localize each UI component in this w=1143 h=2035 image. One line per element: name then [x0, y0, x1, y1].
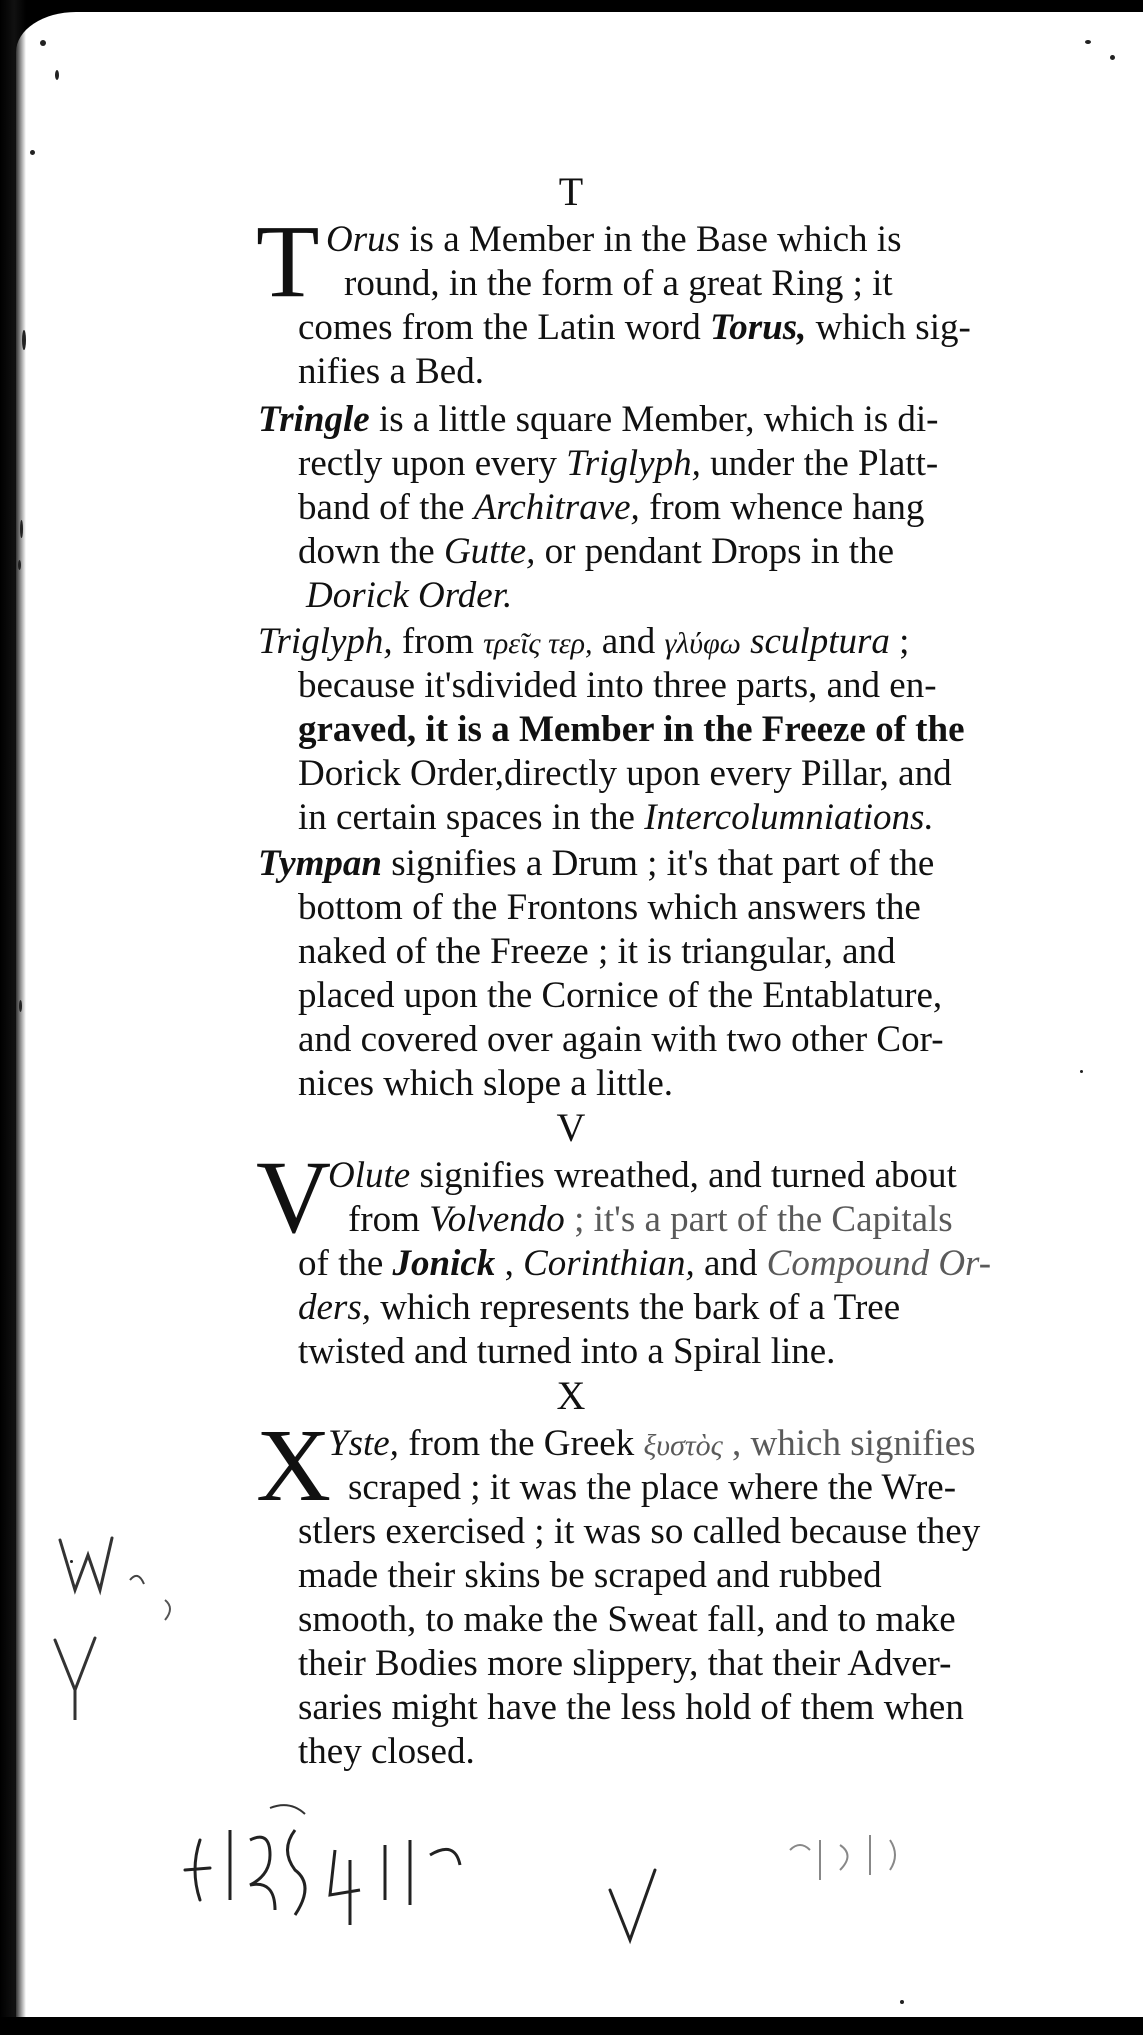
volute-line-2: from Volvendo ; it's a part of the Capitals [348, 1199, 953, 1240]
xyste-line-1: Yste, from the Greek ξυστὸς , which signifies [328, 1423, 976, 1464]
volute-line-5: twisted and turned into a Spiral line. [298, 1331, 836, 1372]
triglyph-line-2: because it'sdivided into three parts, and en- [298, 665, 937, 706]
tringle-line-5: Dorick Order. [306, 575, 513, 616]
tringle-line-2: rectly upon every Triglyph, under the Platt- [298, 443, 939, 484]
xyste-line-2: scraped ; it was the place where the Wre- [348, 1467, 957, 1508]
triglyph-line-5: in certain spaces in the Intercolumniations. [298, 797, 934, 838]
tympan-line-3: naked of the Freeze ; it is triangular, and [298, 931, 896, 972]
triglyph-headword: Triglyph, [258, 621, 393, 662]
tympan-headword: Tympan [258, 843, 383, 884]
triglyph-line-4: Dorick Order,directly upon every Pillar, and [298, 753, 952, 794]
xyste-line-6: their Bodies more slippery, that their Adver- [298, 1643, 952, 1684]
torus-line-2: round, in the form of a great Ring ; it [344, 263, 893, 304]
greek-word-glypho: γλύφω [664, 627, 741, 660]
xyste-line-3: stlers exercised ; it was so called because they [298, 1511, 981, 1552]
tringle-line-4: down the Gutte, or pendant Drops in the [298, 531, 895, 572]
torus-line-4: nifies a Bed. [298, 351, 484, 392]
dropcap-t: T [256, 204, 320, 319]
section-letter-x: X [556, 1373, 587, 1418]
tympan-line-2: bottom of the Frontons which answers the [298, 887, 921, 928]
tympan-line-6: nices which slope a little. [298, 1063, 674, 1104]
triglyph-line-3: graved, it is a Member in the Freeze of the [298, 709, 965, 750]
handwritten-mark-left [40, 1520, 240, 1720]
xyste-headword: Yste, [328, 1423, 399, 1464]
dropcap-x: X [256, 1408, 332, 1523]
triglyph-line-1: Triglyph, from τρεῖς τερ, and γλύφω sculptura ; [258, 621, 910, 662]
binding-shadow [0, 0, 26, 2035]
handwritten-catalogue-number [170, 1800, 510, 1940]
volute-line-3: of the Jonick , Corinthian, and Compound Or- [298, 1243, 992, 1284]
section-letter-t: T [558, 169, 585, 214]
handwritten-faint-note [780, 1820, 940, 1900]
section-letter-v: V [556, 1105, 587, 1150]
xyste-line-7: saries might have the less hold of them when [298, 1687, 964, 1728]
dropcap-v: V [256, 1140, 332, 1255]
tringle-headword: Tringle [258, 399, 370, 440]
greek-word-treis: τρεῖς τερ, [483, 627, 593, 660]
torus-headword: Orus [326, 219, 401, 260]
handwritten-check-mark [600, 1860, 720, 1950]
tympan-line-1: Tympan signifies a Drum ; it's that part of the [258, 843, 935, 884]
tympan-line-5: and covered over again with two other Cor- [298, 1019, 944, 1060]
xyste-line-4: made their skins be scraped and rubbed [298, 1555, 882, 1596]
tringle-line-1: Tringle is a little square Member, which is di- [258, 399, 939, 440]
greek-word-xystos: ξυστὸς [643, 1429, 723, 1462]
volute-line-1: Olute signifies wreathed, and turned about [328, 1155, 957, 1196]
tringle-line-3: band of the Architrave, from whence hang [298, 487, 925, 528]
xyste-line-8: they closed. [298, 1731, 475, 1772]
volute-headword: Olute [328, 1155, 411, 1196]
xyste-line-5: smooth, to make the Sweat fall, and to make [298, 1599, 956, 1640]
bottom-edge [0, 2017, 1143, 2035]
tympan-line-4: placed upon the Cornice of the Entablature, [298, 975, 943, 1016]
volute-line-4: ders, which represents the bark of a Tree [298, 1287, 901, 1328]
torus-line-3: comes from the Latin word Torus, which sig- [298, 307, 971, 348]
torus-line-1: Orus is a Member in the Base which is [326, 219, 902, 260]
